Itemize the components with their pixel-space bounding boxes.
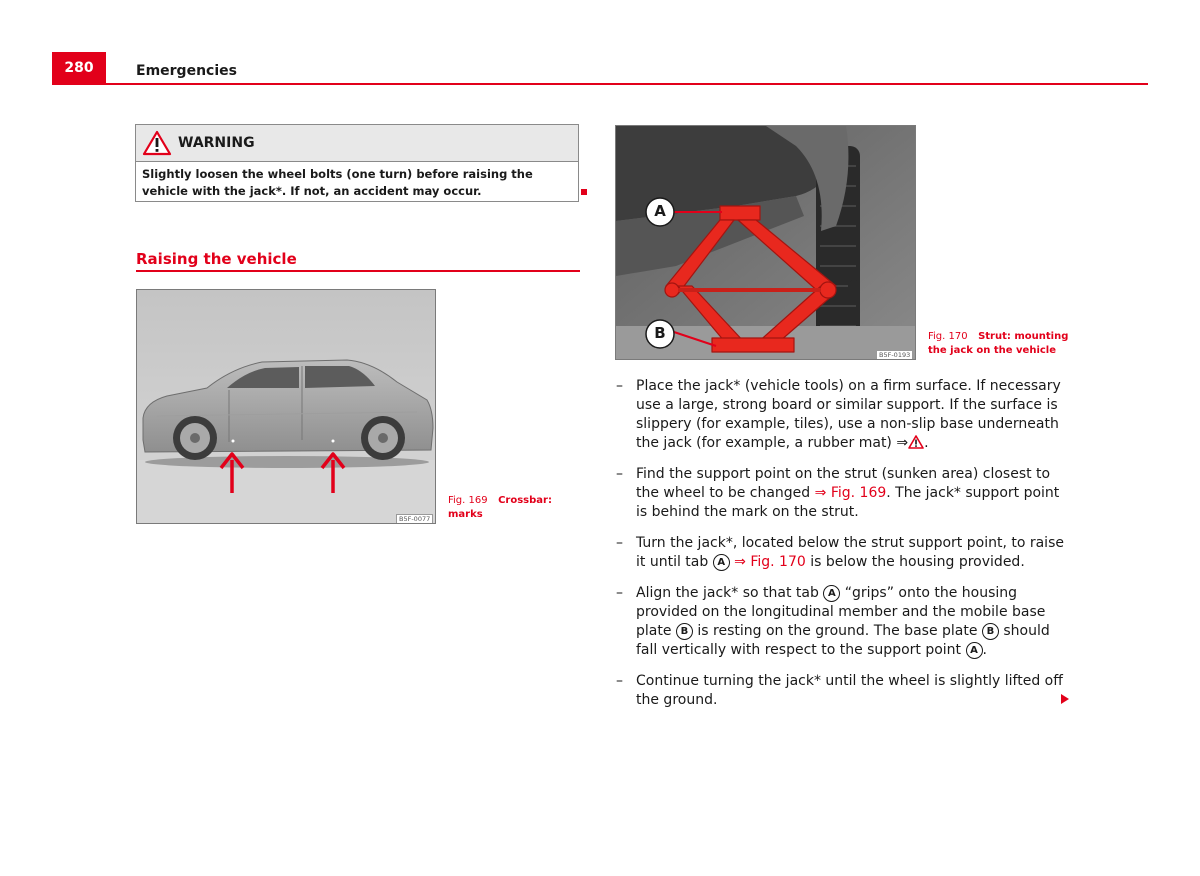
warning-header xyxy=(136,125,578,162)
step-text-part: . xyxy=(924,435,929,451)
page-number-text: 280 xyxy=(64,60,94,76)
section-title: Emergencies xyxy=(136,63,237,79)
warning-triangle-icon xyxy=(142,130,172,156)
warning-triangle-icon xyxy=(908,435,924,449)
step-dash: – xyxy=(616,585,623,601)
caption-text: Crossbar: marks xyxy=(448,495,552,520)
step-dash: – xyxy=(616,535,623,551)
caption-number: Fig. 170 xyxy=(928,331,968,342)
continue-arrow-icon xyxy=(1061,694,1069,704)
callout-a-marker: A xyxy=(713,554,730,571)
figure-170-caption xyxy=(928,330,1078,358)
step-text xyxy=(636,584,1066,660)
step-text-part: . The jack* support point is behind the mark on the strut. xyxy=(636,485,1060,520)
callout-b-marker: B xyxy=(982,623,999,640)
step-text xyxy=(636,534,1066,572)
step-dash: – xyxy=(616,378,623,394)
callout-b-marker: B xyxy=(676,623,693,640)
step-text xyxy=(636,465,1066,522)
page-number xyxy=(52,52,106,84)
step-text-part: Turn the jack*, located below the strut support point, to raise it until tab xyxy=(636,535,1064,570)
step-dash: – xyxy=(616,466,623,482)
step-text: Continue turning the jack* until the wheel is slightly lifted off the ground. xyxy=(636,673,1063,708)
callout-a-marker: A xyxy=(966,642,983,659)
step-text xyxy=(636,377,1066,453)
warning-label: WARNING xyxy=(178,135,255,151)
figure-169-caption xyxy=(448,494,568,522)
callout-b-label: B xyxy=(654,324,666,342)
header-rule xyxy=(52,83,1148,85)
section-heading: Raising the vehicle xyxy=(136,250,297,268)
step-text-part: is resting on the ground. The base plate xyxy=(692,623,982,639)
section-heading-rule xyxy=(136,270,580,272)
figure-169 xyxy=(136,289,436,524)
figure-reference-link[interactable]: ⇒ Fig. 169 xyxy=(814,485,887,501)
step-text-part: Find the support point on the strut (sunken area) closest to the wheel to be changed xyxy=(636,466,1051,501)
caption-text: Strut: mounting the jack on the vehicle xyxy=(928,331,1069,356)
step-text-part: “grips” onto the housing provided on the longitudinal member and the mobile base plate xyxy=(636,585,1046,639)
warning-box xyxy=(135,124,579,202)
end-marker xyxy=(581,189,587,195)
figure-reference-link[interactable]: ⇒ Fig. 170 xyxy=(729,554,806,570)
warning-text: Slightly loosen the wheel bolts (one turn) before raising the vehicle with the jack*. If not, an accident may occur. xyxy=(142,167,533,198)
figure-170 xyxy=(615,125,916,360)
step-text-part: should fall vertically with respect to the support point xyxy=(636,623,1050,658)
step-dash: – xyxy=(616,673,623,689)
step-text-part: is below the housing provided. xyxy=(805,554,1025,570)
car-side-illustration xyxy=(137,290,436,524)
figure-code: B5F-0077 xyxy=(396,514,433,524)
step-text-part: . xyxy=(982,642,987,658)
figure-code: B5F-0193 xyxy=(876,350,913,360)
caption-number: Fig. 169 xyxy=(448,495,488,506)
step-text-part: Align the jack* so that tab xyxy=(636,585,824,601)
step-text-part: Place the jack* (vehicle tools) on a firm surface. If necessary use a large, strong board or similar support. If the surface is slippery (for example, tiles), use a non-slip base underneath the jack (for example, a rubber mat) ⇒ xyxy=(636,378,1061,451)
callout-a-label: A xyxy=(654,202,666,220)
callout-a-marker: A xyxy=(823,585,840,602)
